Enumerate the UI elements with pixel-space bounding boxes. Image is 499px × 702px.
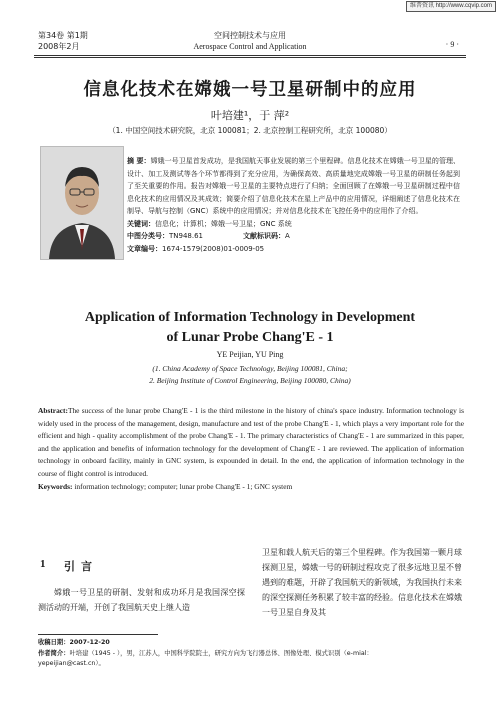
journal-name-cn: 空间控制技术与应用	[214, 31, 286, 40]
abstract-en-text: The success of the lunar probe Chang'E - 1 is the third milestone in the history of china's space industry. Information technology is widely used in the process of the management, design, manufacture and test of the probe Chang'E - 1, which plays a very important role for the efficient and high - quality accomplishment of the probe Chang'E - 1. The primary characteristics of Chang'E - 1 are summarized in this paper, and the application and benefits of information technology for the development of Chang'E - 1 are reviewed. The application of information technology in onboard facility, mainly in GNC system, is expounded in detail. In the end, the application of information technology in the course of flight control is introduced.	[38, 406, 464, 478]
author-bio	[38, 649, 466, 669]
received-date-text: 收稿日期：2007-12-20	[38, 639, 110, 646]
paper-title-cn: 信息化技术在嫦娥一号卫星研制中的应用	[83, 80, 417, 100]
author-email: yepeijian@cast.cn）。	[38, 660, 105, 667]
keywords-cn-text: 信息化；计算机；嫦娥一号卫星；GNC 系统	[155, 219, 292, 228]
watermark: 维普资讯 http://www.cqvip.com	[406, 1, 496, 12]
doc-code-value: A	[285, 232, 290, 240]
article-no-label: 文章编号：	[127, 244, 162, 253]
abstract-en-body	[38, 405, 464, 481]
page-number: · 9 ·	[445, 40, 459, 49]
authors-en: YE Peijian, YU Ping	[216, 350, 284, 359]
body-column-left: 嫦娥一号卫星的研制、发射和成功环月是我国深空探测活动的开端，开创了我国航天史上继人造	[38, 588, 245, 612]
abstract-cn-body	[127, 155, 460, 218]
journal-name	[150, 30, 350, 52]
received-date	[38, 638, 466, 648]
abstract-en	[38, 405, 464, 493]
abstract-en-label: Abstract:	[38, 406, 68, 415]
issue-date: 2008年2月	[38, 42, 80, 51]
journal-name-en: Aerospace Control and Application	[193, 42, 307, 51]
authors-cn: 叶培建¹，于 萍²	[210, 109, 290, 122]
affiliation-en-2: 2. Beijing Institute of Control Engineering, Beijing 100080, China)	[149, 376, 351, 385]
abstract-cn	[127, 155, 460, 255]
author-bio-text: 叶培建（1945 - ），男，江苏人，中国科学院院士，研究方向为飞行器总体、图像处理、模式识别（e-mial：	[69, 650, 373, 657]
journal-issue-info	[38, 30, 88, 52]
doc-code-label: 文献标识码：	[243, 232, 286, 240]
keywords-cn	[127, 218, 460, 231]
article-no-value: 1674-1579(2008)01-0009-05	[162, 244, 265, 253]
affiliations-en	[30, 363, 470, 387]
paper-title-en	[30, 308, 470, 348]
section-number: 1	[40, 558, 46, 570]
clc-value: TN948.61	[169, 232, 204, 240]
paper-title-en-line1: Application of Information Technology in Development	[84, 310, 416, 325]
keywords-en	[38, 481, 464, 494]
body-column-right: 卫星和载人航天后的第三个里程碑。作为我国第一颗月球探测卫星，嫦娥一号的研制过程攻克了很多远地卫星不曾遇到的难题，开辟了我国航天的新领域，为我国执行未来的深空探测任务积累了较丰富的经验。信息化技术在嫦娥一号卫星自身及其	[262, 548, 462, 617]
affiliations-cn: （1. 中国空间技术研究院，北京 100081；2. 北京控制工程研究所，北京 100080）	[108, 126, 392, 135]
classification-line	[127, 230, 460, 243]
paper-title-en-line2: of Lunar Probe Chang'E - 1	[166, 330, 334, 345]
keywords-en-text: information technology; computer; lunar probe Chang'E - 1; GNC system	[74, 481, 293, 491]
keywords-cn-label: 关键词：	[127, 219, 155, 228]
affiliation-en-1: (1. China Academy of Space Technology, Beijing 100081, China;	[152, 364, 348, 373]
article-number-line	[127, 243, 460, 256]
keywords-en-label: Keywords:	[38, 481, 73, 491]
author-bio-label: 作者简介：	[38, 650, 70, 657]
section-title: 引言	[64, 560, 98, 573]
abstract-cn-label: 摘 要：	[127, 157, 151, 165]
clc-label: 中图分类号：	[127, 232, 169, 240]
header-rule	[34, 55, 466, 56]
volume-issue: 第34卷 第1期	[38, 31, 88, 40]
footnote-rule	[38, 634, 158, 635]
abstract-cn-text: 嫦娥一号卫星首发成功，是我国航天事业发展的第三个里程碑。信息化技术在嫦娥一号卫星的管理、设计、加工及测试等各个环节都得到了充分应用，为确保高效、高质量地完成嫦娥一号卫星的研制任务起到了至关重要的作用。报告对嫦娥一号卫星的主要特点进行了归纳；全面回顾了在嫦娥一号卫星研制过程中信息化技术的应用情况及其成效；简要介绍了信息化技术在星上产品中的应用情况，详细阐述了信息化技术在制导、导航与控制（GNC）系统中的应用情况；并对信息化技术在飞控任务中的应用作了介绍。	[127, 157, 461, 215]
author-photo	[40, 146, 124, 260]
header-rule-thin	[34, 57, 466, 58]
author-portrait-image	[41, 147, 123, 259]
